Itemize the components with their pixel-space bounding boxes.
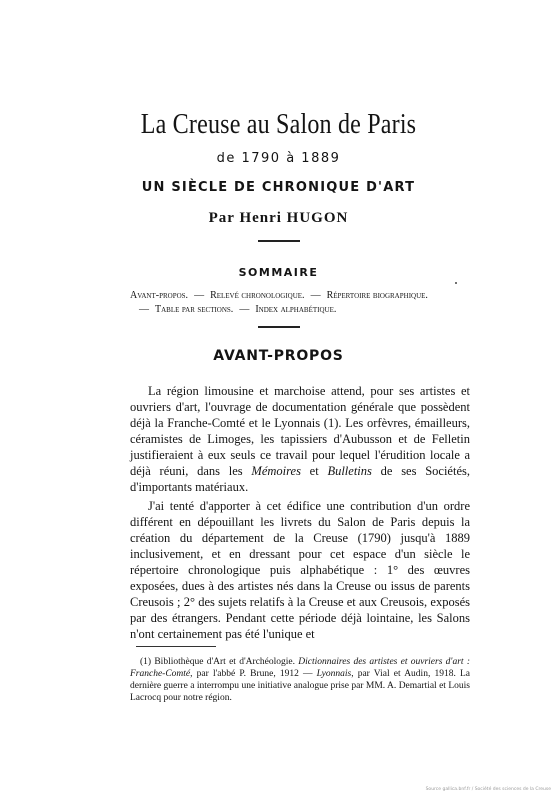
body-text [130,383,470,642]
source-credit: Source gallica.bnf.fr / Société des sciences de la Creuse [425,787,551,792]
sommaire-heading: SOMMAIRE [238,266,319,279]
toc-item-avant-propos: Avant-propos. [130,290,189,301]
article-subtitle: UN SIÈCLE DE CHRONIQUE D'ART [141,180,416,195]
paragraph-1: La région limousine et marchoise attend, pour ses artistes et ouvriers d'art, l'ouvrage de documentation générale que possèdent déjà la Franche-Comté et le Lyonnais (1). Les orfèvres, émailleurs, céramistes de Limoges, les tapissiers d'Aubusson et de Felletin justifieraient à eux seuls ce travail pour lequel l'érudition locale a déjà réuni, dans les Mémoires et Bulletins de ses Sociétés, d'importants matériaux. [130,384,470,494]
toc-item-releve: Relevé chronologique. [210,290,305,301]
print-speck [455,282,457,284]
toc-item-repertoire: Répertoire biographique. [326,290,428,301]
footnote-divider [136,646,216,647]
toc-item-index: Index alphabétique. [255,304,337,315]
toc-item-table: Table par sections. [155,304,234,315]
sommaire-line-2: — Table par sections. — Index alphabétique. [139,304,337,315]
footnote: (1) Bibliothèque d'Art et d'Archéologie. Dictionnaires des artistes et ouvriers d'art : Franche-Comté, par l'abbé P. Brune, 1912 — Lyonnais, par Vial et Audin, 1918. La dernière guerre a interrompu une initiative analogue prise par MM. A. Demartial et Louis Lacrocq pour notre région. [130,657,470,703]
paragraph-2: J'ai tenté d'apporter à cet édifice une contribution d'un ordre différent en dépouillant les livrets du Salon de Paris depuis la création du département de la Creuse (1790) jusqu'à 1889 inclusivement, et en dressant pour cet espace d'un siècle le répertoire chronologique puis alphabétique : 1° des œuvres exposées, dues à des artistes nés dans la Creuse ou issus de parents Creusois ; 2° des sujets relatifs à la Creuse et aux Creusois, exposés par des étrangers. Pendant cette période déjà lointaine, les Salons n'ont certainement pas été l'unique et [130,499,470,641]
sommaire-line-1: Avant-propos. — Relevé chronologique. — Répertoire biographique. [130,290,428,301]
article-title: La Creuse au Salon de Paris [140,109,417,140]
article-dates: de 1790 à 1889 [216,151,341,166]
title-divider [258,240,300,242]
section-heading: AVANT-PROPOS [213,348,344,364]
sommaire-divider [258,326,300,328]
article-author: Par Henri HUGON [208,210,349,226]
